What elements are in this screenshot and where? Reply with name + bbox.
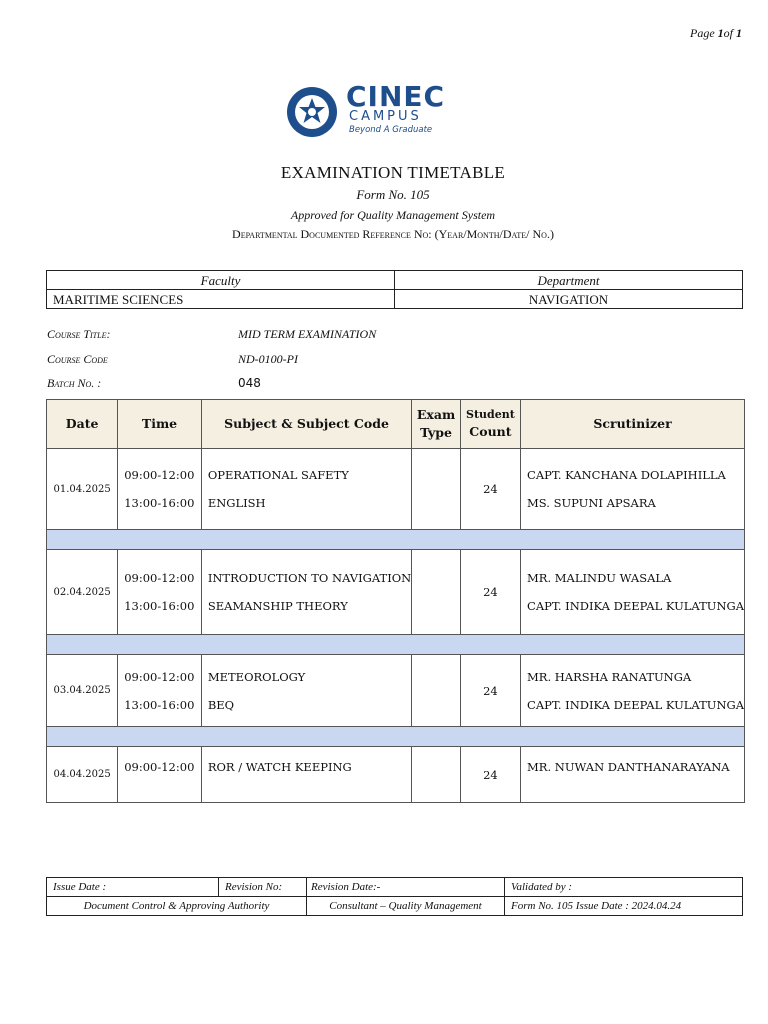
logo-tagline: Beyond A Graduate	[349, 125, 433, 135]
timetable-header-row	[47, 400, 745, 449]
form-number: Form No. 105	[356, 187, 430, 202]
row-date: 02.04.2025	[47, 550, 118, 635]
exam-timetable	[46, 399, 745, 803]
row-times: 09:00-12:00 13:00-16:00	[118, 550, 202, 635]
department-label: Department	[395, 271, 743, 290]
logo-name: CINEC	[346, 80, 446, 113]
row-times: 09:00-12:00 13:00-16:00	[118, 655, 202, 727]
table-row	[47, 747, 745, 803]
row-exam-type	[412, 449, 461, 530]
validated-by-label: Validated by :	[505, 878, 743, 897]
header-date: Date	[47, 400, 118, 449]
page-number: Page 1of 1	[690, 26, 742, 40]
header-subject: Subject & Subject Code	[201, 400, 411, 449]
row-subjects: OPERATIONAL SAFETY ENGLISH	[201, 449, 411, 530]
batch-label: Batch No. :	[47, 376, 102, 390]
star-wheel-icon	[286, 86, 338, 138]
faculty-label: Faculty	[47, 271, 395, 290]
doc-control-authority: Document Control & Approving Authority	[47, 897, 307, 916]
table-row	[47, 449, 745, 530]
row-scrutinizers: MR. NUWAN DANTHANARAYANA	[521, 747, 745, 803]
document-control-footer	[46, 877, 743, 916]
faculty-department-table	[46, 270, 743, 309]
row-scrutinizers: CAPT. KANCHANA DOLAPIHILLA MS. SUPUNI APSARA	[521, 449, 745, 530]
cinec-logo	[286, 82, 446, 140]
header-scrutinizer: Scrutinizer	[521, 400, 745, 449]
revision-date-label: Revision Date:-	[307, 878, 505, 897]
department-value: NAVIGATION	[395, 290, 743, 309]
row-scrutinizers: MR. HARSHA RANATUNGA CAPT. INDIKA DEEPAL KULATUNGA	[521, 655, 745, 727]
document-title: EXAMINATION TIMETABLE	[280, 163, 506, 182]
consultant-quality: Consultant – Quality Management	[307, 897, 505, 916]
row-times: 09:00-12:00	[118, 747, 202, 803]
row-subjects: ROR / WATCH KEEPING	[201, 747, 411, 803]
course-title-value: MID TERM EXAMINATION	[238, 327, 377, 341]
row-count: 24	[460, 747, 520, 803]
row-subjects: METEOROLOGY BEQ	[201, 655, 411, 727]
course-code-value: ND-0100-PI	[238, 352, 298, 366]
row-date: 01.04.2025	[47, 449, 118, 530]
department-reference: Departmental Documented Reference No: (Year/Month/Date/ No.)	[232, 227, 554, 241]
revision-no-label: Revision No:	[219, 878, 307, 897]
row-count: 24	[460, 550, 520, 635]
row-times: 09:00-12:00 13:00-16:00	[118, 449, 202, 530]
row-subjects: INTRODUCTION TO NAVIGATION SEAMANSHIP THEORY	[201, 550, 411, 635]
header-time: Time	[118, 400, 202, 449]
approval-note: Approved for Quality Management System	[290, 208, 496, 222]
row-separator	[47, 727, 745, 747]
row-separator	[47, 530, 745, 550]
header-exam-type: Exam Type	[412, 400, 461, 449]
logo-sub: CAMPUS	[349, 109, 422, 124]
table-row	[47, 550, 745, 635]
row-exam-type	[412, 655, 461, 727]
row-date: 04.04.2025	[47, 747, 118, 803]
table-row	[47, 655, 745, 727]
row-exam-type	[412, 550, 461, 635]
faculty-value: MARITIME SCIENCES	[47, 290, 395, 309]
row-date: 03.04.2025	[47, 655, 118, 727]
batch-value: 048	[238, 376, 261, 390]
course-code-label: Course Code	[47, 352, 108, 366]
row-separator	[47, 635, 745, 655]
course-title-label: Course Title:	[47, 327, 111, 341]
row-count: 24	[460, 449, 520, 530]
form-issue-date: Form No. 105 Issue Date : 2024.04.24	[505, 897, 743, 916]
issue-date-label: Issue Date :	[47, 878, 219, 897]
row-scrutinizers: MR. MALINDU WASALA CAPT. INDIKA DEEPAL KULATUNGA	[521, 550, 745, 635]
row-count: 24	[460, 655, 520, 727]
row-exam-type	[412, 747, 461, 803]
header-student-count: Student Count	[460, 400, 520, 449]
